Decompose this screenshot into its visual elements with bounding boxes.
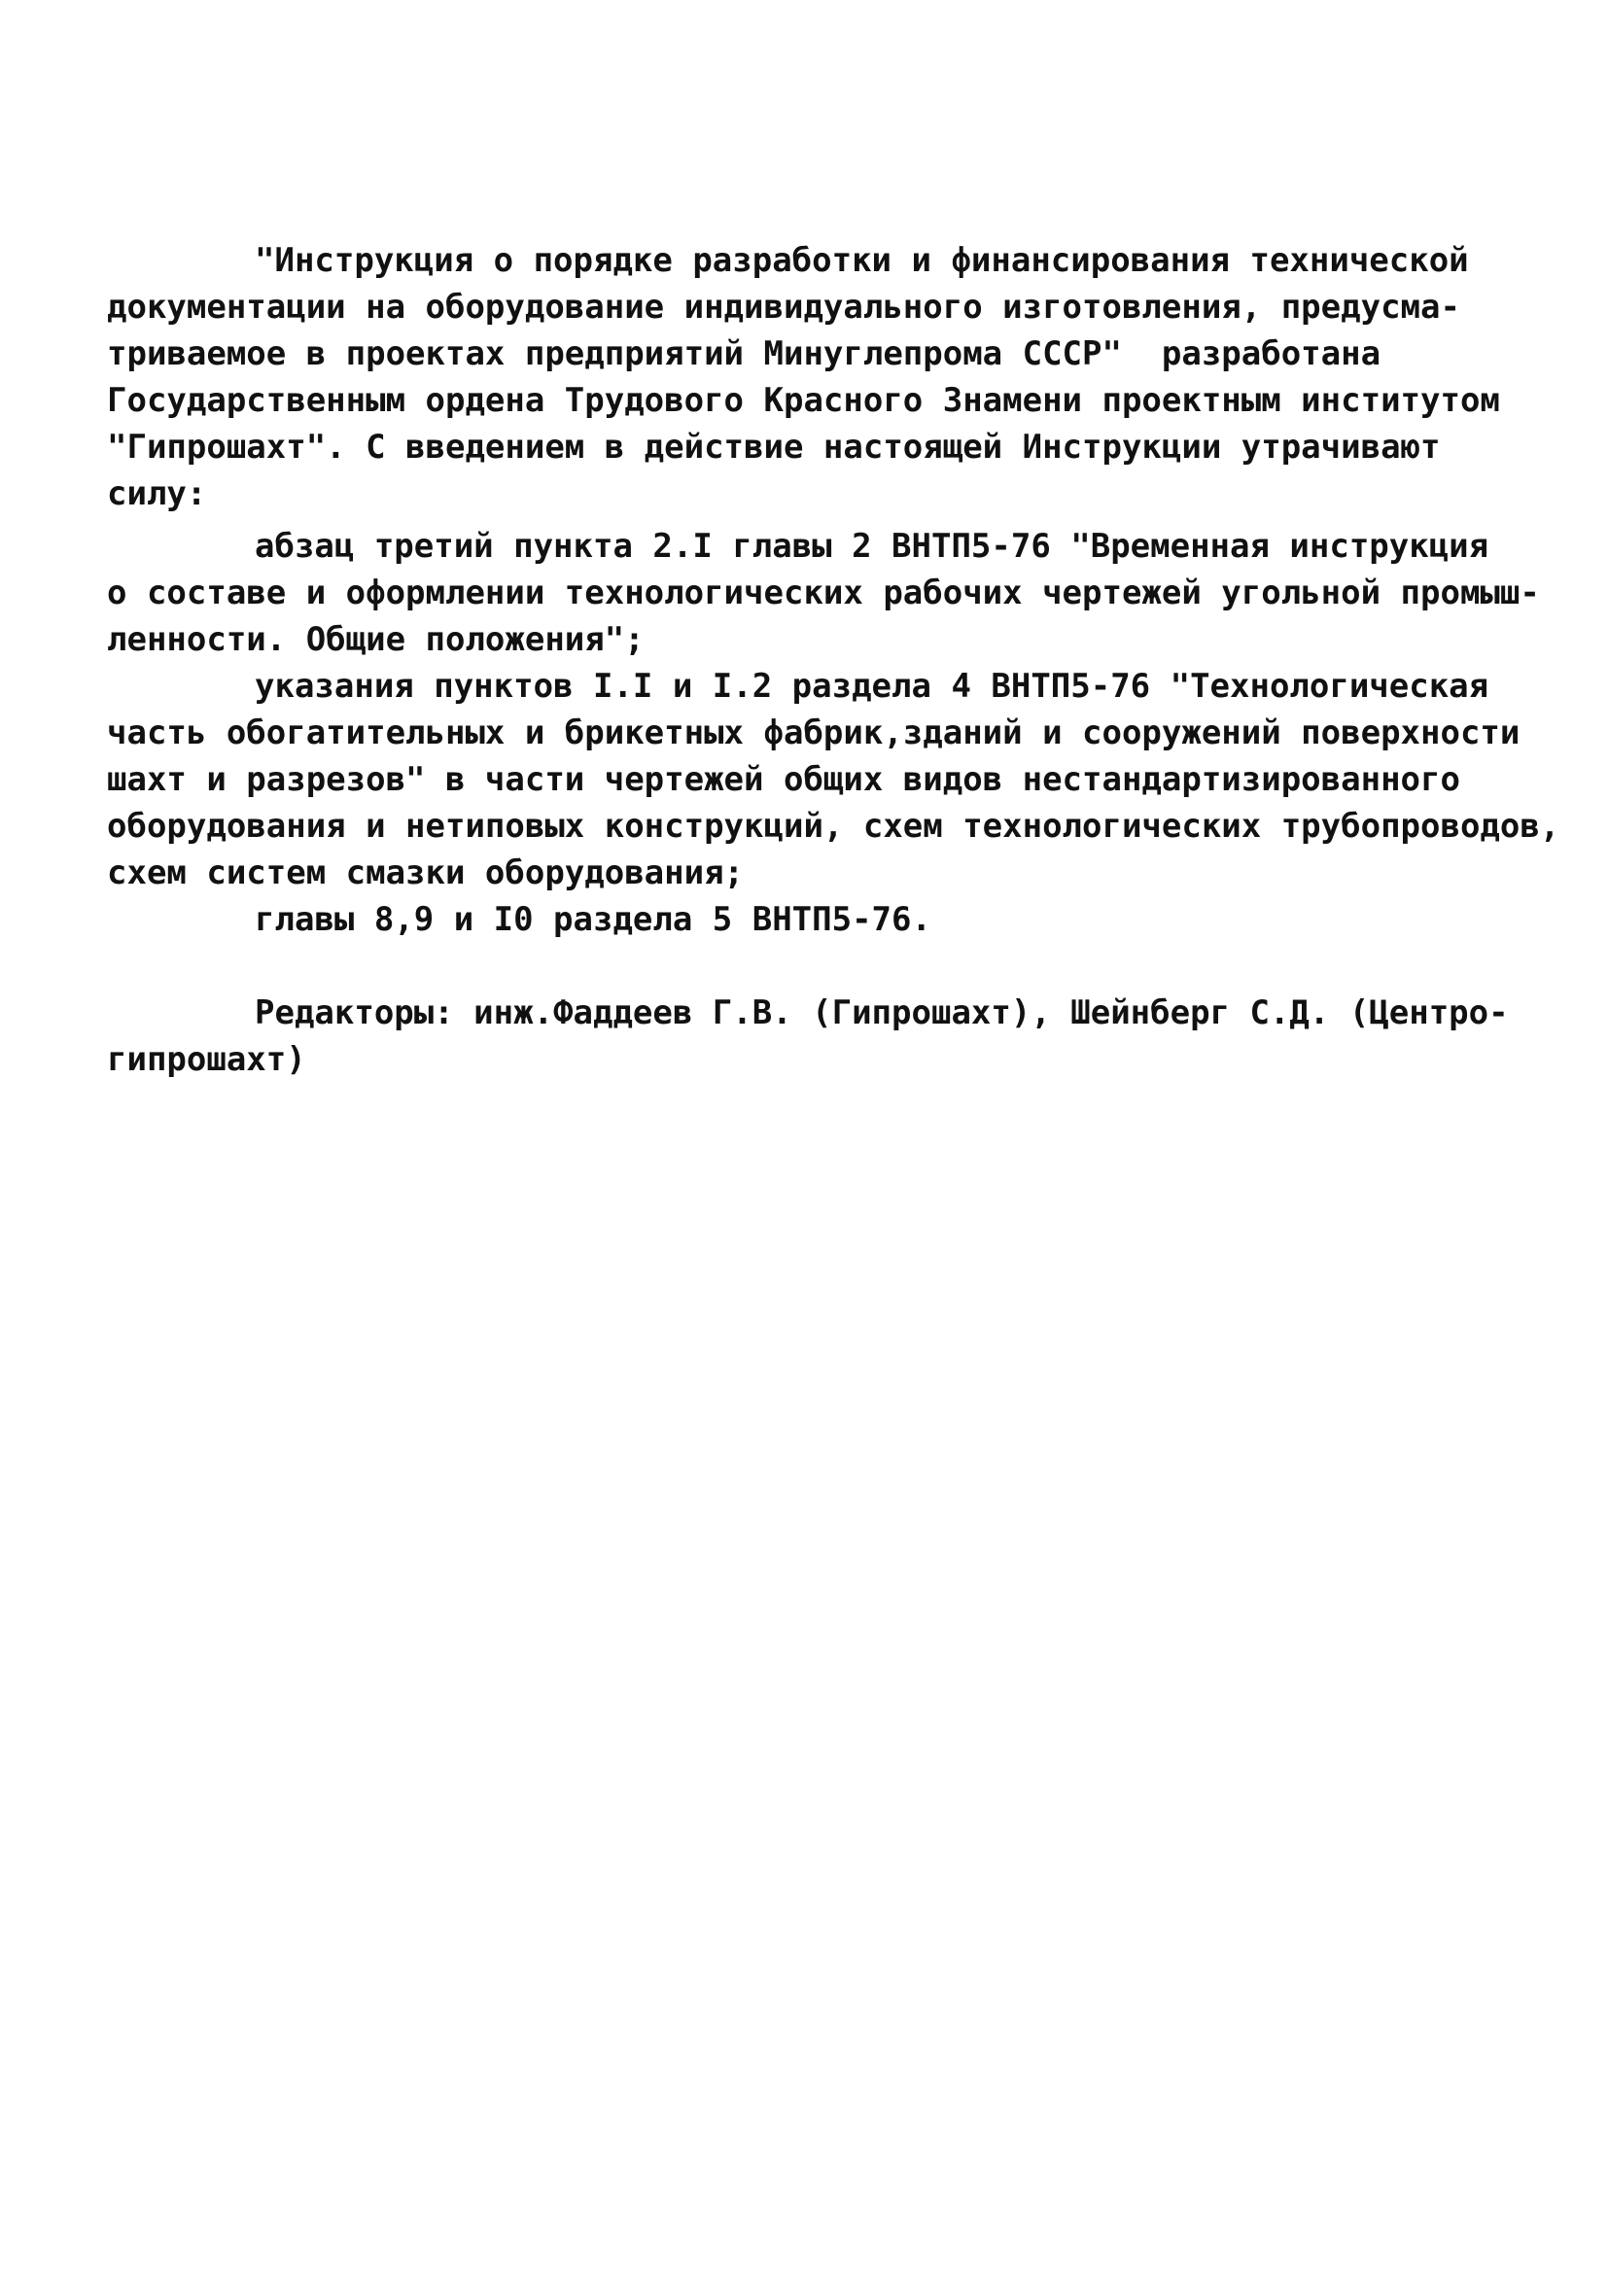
intro-line-3: триваемое в проектах предприятий Минуглепрома СССР" разработана	[107, 334, 1381, 373]
item2-line-5: схем систем смазки оборудования;	[107, 853, 745, 892]
item1-line-3: ленности. Общие положения";	[107, 620, 645, 659]
editors-line-1: Редакторы: инж.Фаддеев Г.В. (Гипрошахт), Шейнберг С.Д. (Центро-	[255, 993, 1509, 1032]
item1-line-1: абзац третий пункта 2.I главы 2 ВНТП5-76 "Временная инструкция	[255, 527, 1489, 566]
item3-line-1: главы 8,9 и I0 раздела 5 ВНТП5-76.	[255, 900, 931, 939]
item1-line-2: о составе и оформлении технологических рабочих чертежей угольной промыш-	[107, 574, 1540, 612]
item2-line-3: шахт и разрезов" в части чертежей общих видов нестандартизированного	[107, 760, 1460, 799]
intro-line-4: Государственным ордена Трудового Красного Знамени проектным институтом	[107, 381, 1500, 420]
item2-line-1: указания пунктов I.I и I.2 раздела 4 ВНТП5-76 "Технологическая	[255, 667, 1489, 706]
intro-line-2: документации на оборудование индивидуального изготовления, предусма-	[107, 288, 1460, 327]
item2-line-2: часть обогатительных и брикетных фабрик,зданий и сооружений поверхности	[107, 713, 1521, 752]
editors-line-2: гипрошахт)	[107, 1040, 306, 1079]
item2-line-4: оборудования и нетиповых конструкций, схем технологических трубопроводов,	[107, 807, 1560, 846]
intro-line-1: "Инструкция о порядке разработки и финансирования технической	[255, 241, 1469, 280]
intro-line-6: силу:	[107, 474, 207, 513]
intro-line-5: "Гипрошахт". С введением в действие настоящей Инструкции утрачивают	[107, 428, 1441, 467]
